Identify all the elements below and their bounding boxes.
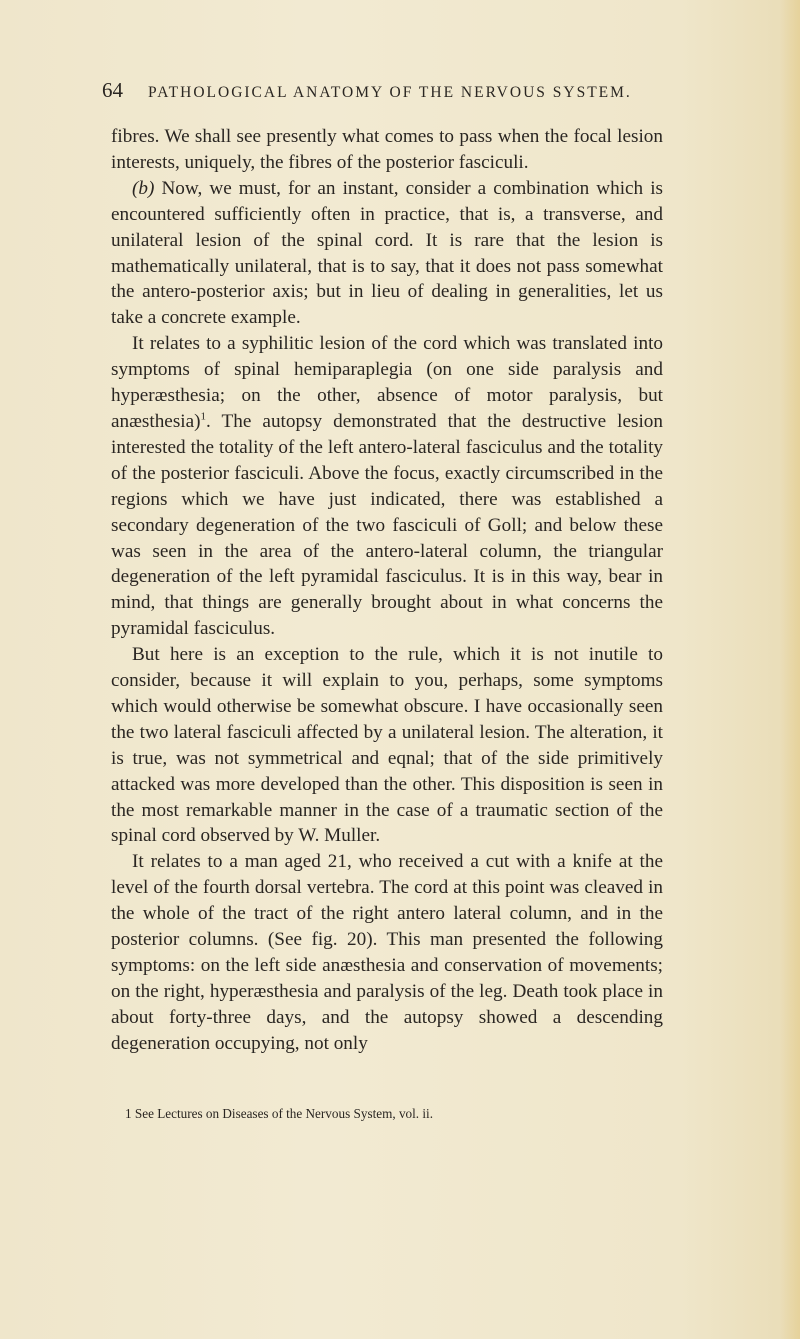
paragraph-4-text: But here is an exception to the rule, which it is not inutile to consider, because it will explain to you, perhaps, some symptoms which would otherwise be somewhat obscure. I have occasionally seen the two lateral fasciculi affected by a unilateral lesion. The alteration, it is true, was not symmetrical and eqnal; that of the side primitively attacked was more developed than the other. This disposition is seen in the most remarkable manner in the case of a traumatic section of the spinal cord observed by W. Muller. [111,644,663,847]
footnote-text: See Lectures on Diseases of the Nervous System, vol. ii. [134,1106,434,1121]
footnote [125,1106,665,1122]
footnote-reference: 1 [200,410,207,423]
paragraph-3-text: It relates to a syphilitic lesion of the cord which was translated into symptoms of spinal hemiparaplegia (on one side paralysis and hyperæsthesia; on the other, absence of motor paralysis, but anæsthesia) [111,333,663,432]
paragraph-2 [111,176,663,331]
paragraph-1-text: fibres. We shall see presently what comes to pass when the focal lesion interests, uniquely, the fibres of the posterior fasciculi. [111,126,663,173]
paragraph-3-text-after: . The autopsy demonstrated that the destructive lesion interested the totality of the left antero-lateral fasciculus and the totality of the posterior fasciculi. Above the focus, exactly circumscribed in the regions which we have just indicated, there was established a secondary degeneration of the two fasciculi of Goll; and below these was seen in the area of the antero-lateral column, the triangular degeneration of the left pyramidal fasciculus. It is in this way, bear in mind, that things are generally brought about in what concerns the pyramidal fasciculus. [111,410,663,640]
paragraph-4 [111,642,663,849]
page-edge-shadow [780,0,800,1339]
paragraph-1 [111,124,663,176]
paragraph-2-label: (b) [132,177,155,199]
body-text [111,124,663,1057]
running-title: PATHOLOGICAL ANATOMY OF THE NERVOUS SYSTEM. [148,84,632,101]
page-number: 64 [102,78,123,102]
paragraph-2-text: Now, we must, for an instant, consider a combination which is encountered sufficiently often in practice, that is, a transverse, and unilateral lesion of the spinal cord. It is rare that the lesion is mathematically unilateral, that is to say, that it does not pass somewhat the antero-posterior axis; but in lieu of dealing in generalities, let us take a concrete example. [111,177,663,329]
paragraph-5 [111,849,663,1056]
paragraph-3 [111,331,663,642]
footnote-number: 1 [125,1106,132,1121]
running-header [102,78,662,104]
paragraph-5-text: It relates to a man aged 21, who received a cut with a knife at the level of the fourth dorsal vertebra. The cord at this point was cleaved in the whole of the tract of the right antero lateral column, and in the posterior columns. (See fig. 20). This man presented the following symptoms: on the left side anæsthesia and conservation of movements; on the right, hyperæsthesia and paralysis of the leg. Death took place in about forty-three days, and the autopsy showed a descending degeneration occupying, not only [111,851,663,1054]
